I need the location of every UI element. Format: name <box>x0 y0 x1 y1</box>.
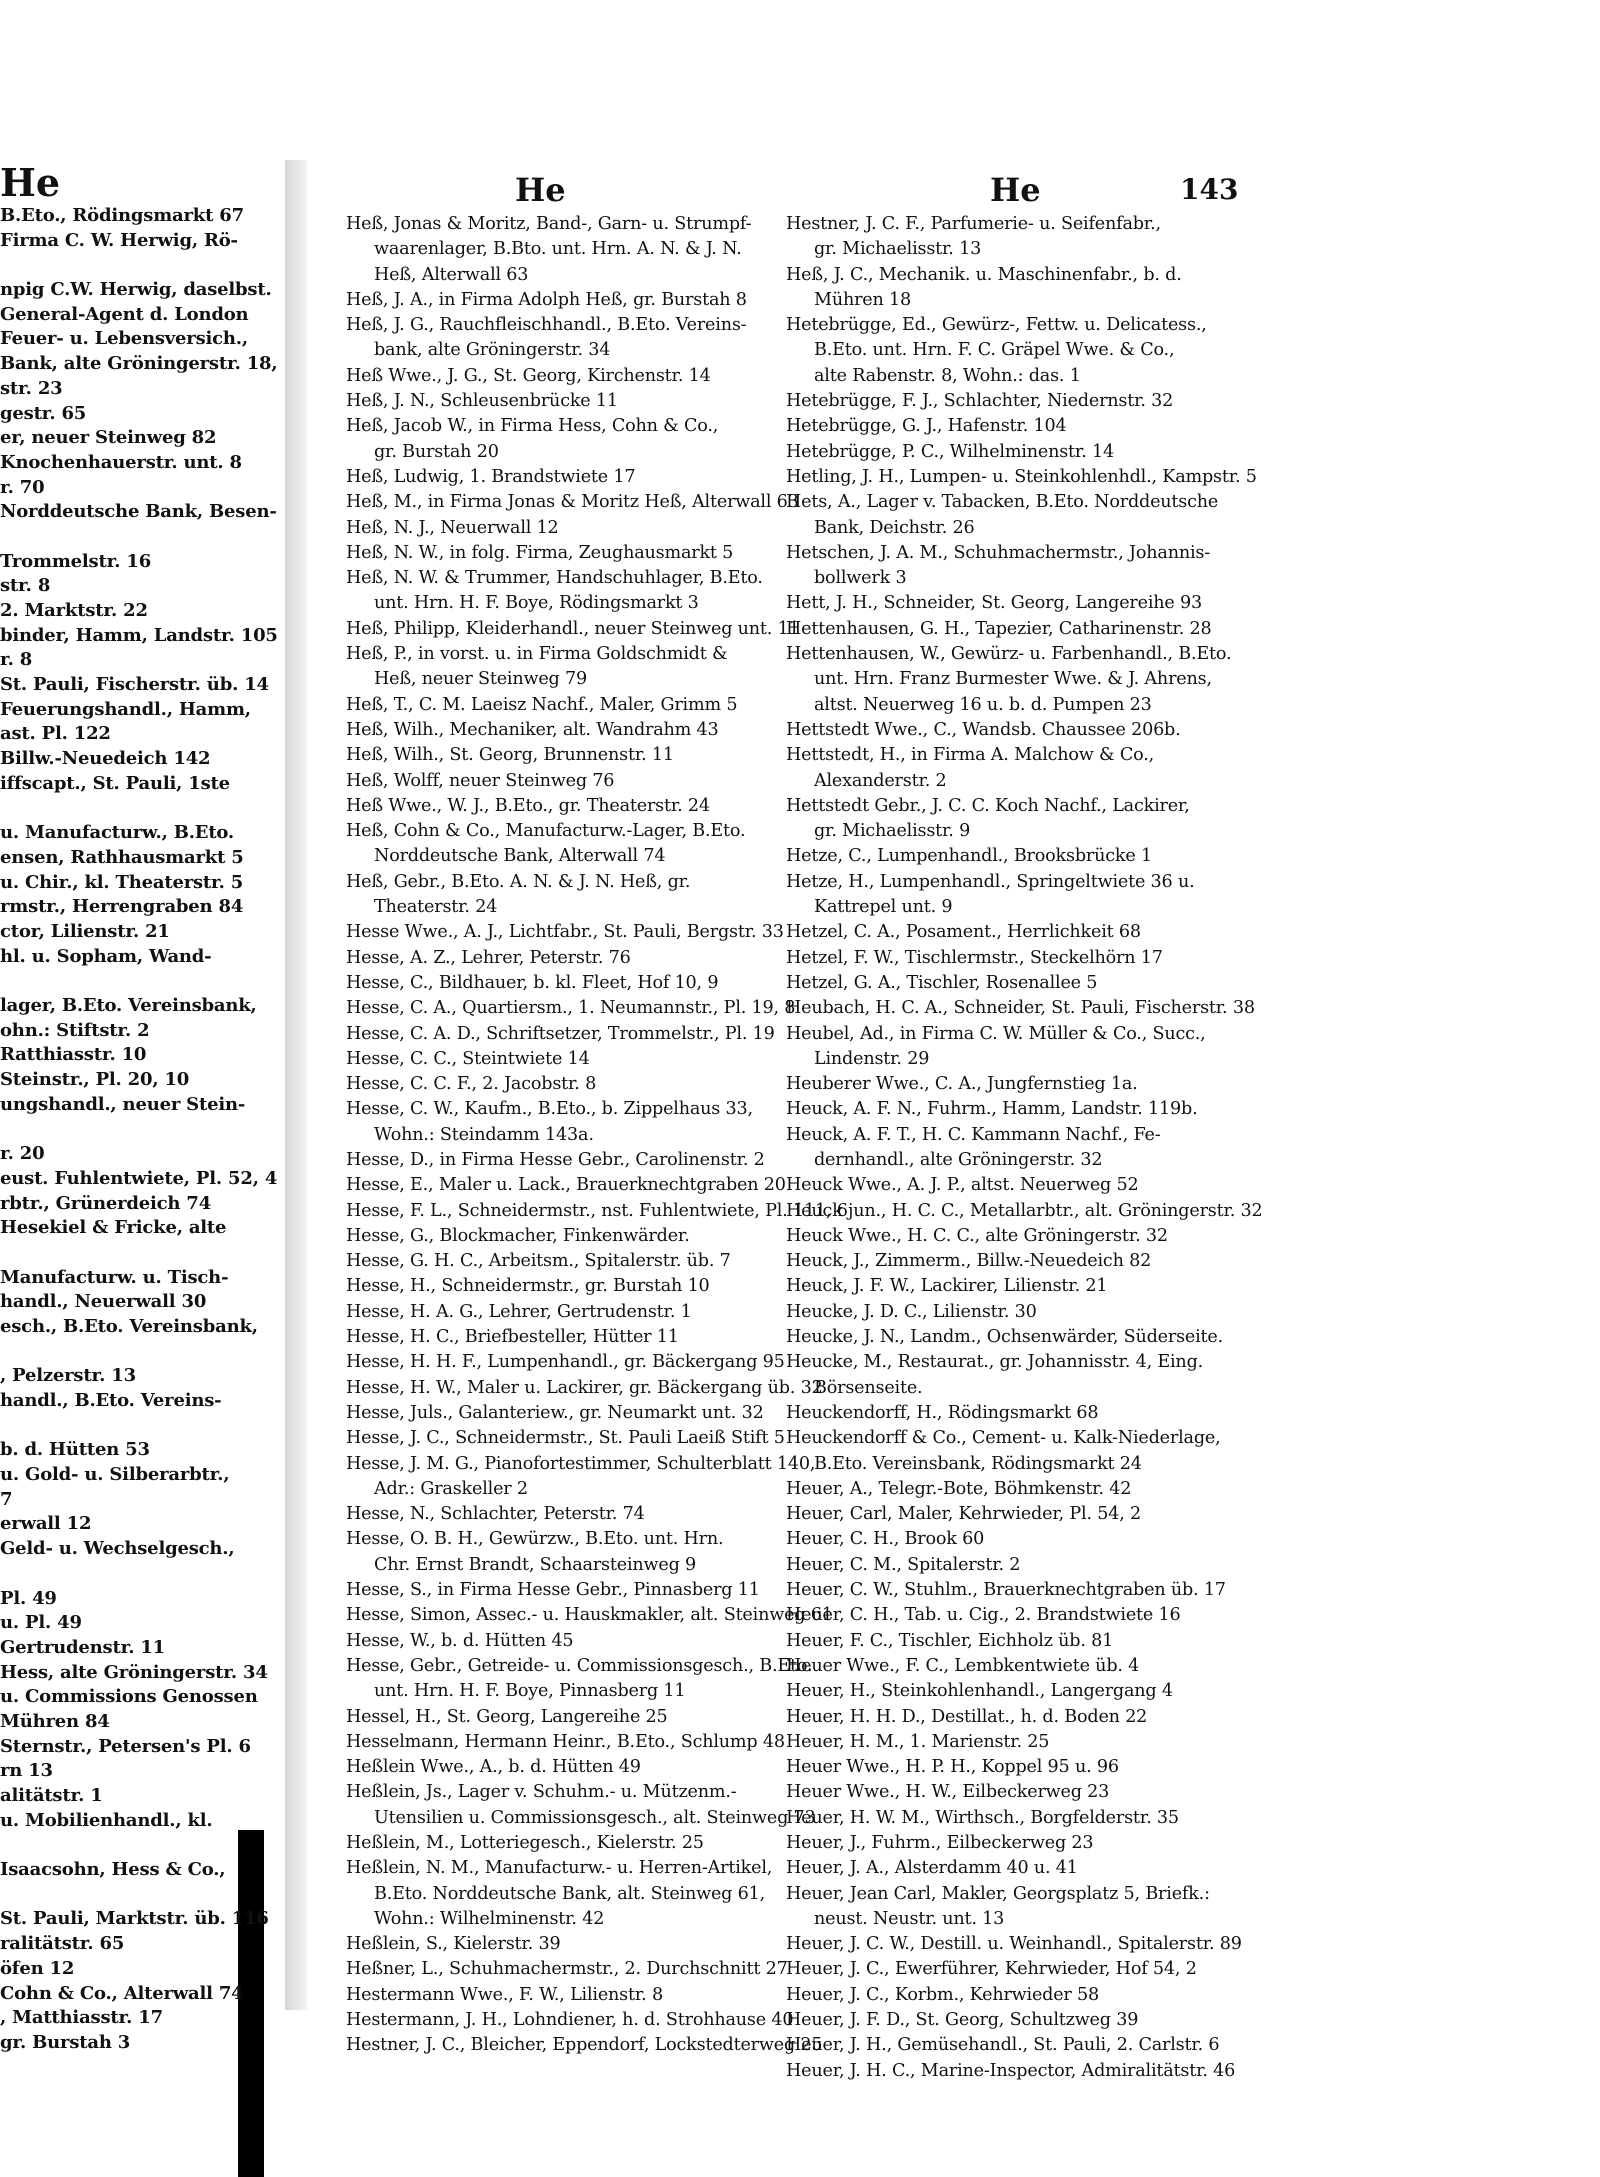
directory-entry-line: Heß, Philipp, Kleiderhandl., neuer Steinweg unt. 11 <box>346 618 800 639</box>
directory-entry-line: , Matthiasstr. 17 <box>0 2007 163 2029</box>
directory-column-right <box>786 212 1263 2084</box>
directory-entry-line: Hesse, G., Blockmacher, Finkenwärder. <box>346 1225 690 1246</box>
directory-entry-line: Hesse, O. B. H., Gewürzw., B.Eto. unt. Hrn. <box>346 1529 724 1550</box>
directory-entry-line: Heß, T., C. M. Laeisz Nachf., Maler, Grimm 5 <box>346 694 738 715</box>
directory-entry-line: Hesse, H., Schneidermstr., gr. Burstah 10 <box>346 1276 710 1297</box>
directory-entry-line: Hetzel, C. A., Posament., Herrlichkeit 68 <box>786 922 1141 943</box>
directory-entry-line: ast. Pl. 122 <box>0 723 111 745</box>
directory-entry-line: Heuck, J., Zimmerm., Billw.-Neuedeich 82 <box>786 1251 1152 1272</box>
directory-entry-line: Firma C. W. Herwig, Rö- <box>0 229 238 251</box>
directory-entry-line: gestr. 65 <box>0 402 87 424</box>
directory-entry-line: hl. u. Sopham, Wand- <box>0 945 212 967</box>
directory-entry-line <box>0 969 300 994</box>
directory-entry-line: Heucke, J. D. C., Lilienstr. 30 <box>786 1301 1037 1322</box>
directory-entry-line: Heß, J. A., in Firma Adolph Heß, gr. Burstah 8 <box>346 289 747 310</box>
directory-entry-line: Heuer, C. W., Stuhlm., Brauerknechtgraben üb. 17 <box>786 1580 1226 1601</box>
directory-entry-line: Heuer, J. A., Alsterdamm 40 u. 41 <box>786 1858 1078 1879</box>
previous-page-fragment <box>0 160 290 2053</box>
directory-entry-line: Heß, N. J., Neuerwall 12 <box>346 517 559 538</box>
directory-entry-line: Alexanderstr. 2 <box>814 770 947 791</box>
directory-entry-line: Heßlein, N. M., Manufacturw.- u. Herren-Artikel, <box>346 1858 773 1879</box>
directory-entry-line: Manufacturw. u. Tisch- <box>0 1266 229 1288</box>
directory-entry-line: r. 8 <box>0 649 33 671</box>
directory-entry-line: u. Pl. 49 <box>0 1612 82 1634</box>
directory-entry-line: Cohn & Co., Alterwall 74 <box>0 1982 244 2004</box>
directory-entry-line: u. Commissions Genossen <box>0 1686 258 1708</box>
directory-entry-line: Heß, N. W. & Trummer, Handschuhlager, B.Eto. <box>346 568 763 589</box>
directory-entry-line: str. 8 <box>0 575 51 597</box>
directory-entry-line: Heßlein, Js., Lager v. Schuhm.- u. Mützenm.- <box>346 1782 737 1803</box>
directory-entry-line: Börsenseite. <box>814 1377 923 1398</box>
directory-entry-line: Heuer, J. H., Gemüsehandl., St. Pauli, 2. Carlstr. 6 <box>786 2035 1220 2056</box>
directory-entry-line <box>0 1883 300 1908</box>
directory-entry-line: Heß, Gebr., B.Eto. A. N. & J. N. Heß, gr. <box>346 871 691 892</box>
directory-entry-line: Feuerungshandl., Hamm, <box>0 698 251 720</box>
directory-entry-line: bollwerk 3 <box>814 568 907 589</box>
directory-entry-line: Heuckendorff & Co., Cement- u. Kalk-Niederlage, <box>786 1428 1221 1449</box>
directory-entry-line: öfen 12 <box>0 1957 75 1979</box>
directory-entry-line: General-Agent d. London <box>0 303 249 325</box>
directory-entry-line: Heuer Wwe., F. C., Lembkentwiete üb. 4 <box>786 1655 1140 1676</box>
directory-entry-line: gr. Burstah 3 <box>0 2031 131 2053</box>
directory-entry-line <box>0 525 300 550</box>
directory-entry-line: rbtr., Grünerdeich 74 <box>0 1192 212 1214</box>
directory-entry-line: u. Manufacturw., B.Eto. <box>0 822 234 844</box>
directory-entry-line: Mühren 84 <box>0 1710 110 1732</box>
directory-entry-line: Theaterstr. 24 <box>374 897 498 918</box>
directory-entry-line: Heuer, J. F. D., St. Georg, Schultzweg 39 <box>786 2010 1139 2031</box>
directory-entry-line: Hetebrügge, G. J., Hafenstr. 104 <box>786 416 1067 437</box>
directory-entry-line: B.Eto. Vereinsbank, Rödingsmarkt 24 <box>814 1453 1142 1474</box>
directory-entry-line: Heß, Jonas & Moritz, Band-, Garn- u. Strumpf- <box>346 214 752 234</box>
directory-entry-line: Hess, alte Gröningerstr. 34 <box>0 1661 268 1683</box>
directory-entry-line <box>0 797 300 822</box>
directory-entry-line: Hetze, H., Lumpenhandl., Springeltwiete 36 u. <box>786 871 1195 892</box>
directory-entry-line: esch., B.Eto. Vereinsbank, <box>0 1315 258 1337</box>
directory-entry-line: Hetebrügge, F. J., Schlachter, Niedernstr. 32 <box>786 391 1174 412</box>
directory-entry-line: Hesse, C. W., Kaufm., B.Eto., b. Zippelhaus 33, <box>346 1099 753 1120</box>
directory-entry-line: Hesekiel & Fricke, alte <box>0 1217 227 1239</box>
directory-entry-line: Heuer, J., Fuhrm., Eilbeckerweg 23 <box>786 1833 1094 1853</box>
directory-entry-line: Heßlein Wwe., A., b. d. Hütten 49 <box>346 1757 641 1778</box>
directory-entry-line: Hestermann Wwe., F. W., Lilienstr. 8 <box>346 1984 663 2005</box>
directory-entry-line: Heubel, Ad., in Firma C. W. Müller & Co., Succ., <box>786 1023 1206 1044</box>
directory-entry-line: Hesse, C. A., Quartiersm., 1. Neumannstr., Pl. 19, 8 <box>346 998 796 1019</box>
directory-entry-line: Heubach, H. C. A., Schneider, St. Pauli, Fischerstr. 38 <box>786 998 1255 1019</box>
previous-page-lines <box>0 204 300 2056</box>
directory-entry-line: Heuer, Jean Carl, Makler, Georgsplatz 5, Briefk.: <box>786 1883 1210 1904</box>
directory-entry-line: r. 20 <box>0 1143 45 1165</box>
directory-entry-line: rn 13 <box>0 1760 53 1782</box>
directory-entry-line: Heuberer Wwe., C. A., Jungfernstieg 1a. <box>786 1074 1138 1095</box>
directory-entry-line: u. Gold- u. Silberarbtr., <box>0 1464 230 1486</box>
directory-entry-line: Hesse, J. C., Schneidermstr., St. Pauli Laeiß Stift 5 <box>346 1428 785 1449</box>
directory-entry-line <box>0 1562 300 1587</box>
directory-entry-line: Pl. 49 <box>0 1587 57 1609</box>
directory-entry-line: Hestner, J. C. F., Parfumerie- u. Seifenfabr., <box>786 214 1161 234</box>
directory-entry-line: ensen, Rathhausmarkt 5 <box>0 846 244 868</box>
directory-entry-line: Heuer, H. W. M., Wirthsch., Borgfelderstr. 35 <box>786 1807 1179 1828</box>
directory-entry-line: Hestermann, J. H., Lohndiener, h. d. Strohhause 40 <box>346 2010 794 2031</box>
directory-entry-line: Heuck, A. F. T., H. C. Kammann Nachf., Fe- <box>786 1124 1161 1145</box>
directory-entry-line: Hesse, E., Maler u. Lack., Brauerknechtgraben 20 <box>346 1175 786 1196</box>
directory-entry-line: Chr. Ernst Brandt, Schaarsteinweg 9 <box>374 1554 697 1575</box>
directory-entry-line: Heucke, M., Restaurat., gr. Johannisstr. 4, Eing. <box>786 1352 1204 1373</box>
directory-entry-line: unt. Hrn. Franz Burmester Wwe. & J. Ahrens, <box>814 669 1212 690</box>
directory-entry-line: Hesse, Juls., Galanteriew., gr. Neumarkt unt. 32 <box>346 1402 764 1423</box>
directory-entry-line: Geld- u. Wechselgesch., <box>0 1538 235 1560</box>
directory-entry-line: Hetze, C., Lumpenhandl., Brooksbrücke 1 <box>786 846 1152 867</box>
directory-entry-line: Hesse, N., Schlachter, Peterstr. 74 <box>346 1504 645 1525</box>
directory-entry-line: npig C.W. Herwig, daselbst. <box>0 279 272 301</box>
directory-entry-line: Heuer, C. H., Tab. u. Cig., 2. Brandstwiete 16 <box>786 1605 1181 1626</box>
directory-entry-line: 7 <box>0 1488 13 1510</box>
directory-entry-line: Heuer, J. C. W., Destill. u. Weinhandl., Spitalerstr. 89 <box>786 1934 1242 1955</box>
directory-entry-line: erwall 12 <box>0 1513 92 1535</box>
directory-entry-line: Heß, Jacob W., in Firma Hess, Cohn & Co., <box>346 416 719 437</box>
directory-entry-line: Heuck, A. F. N., Fuhrm., Hamm, Landstr. 119b. <box>786 1099 1198 1120</box>
directory-entry-line: , Pelzerstr. 13 <box>0 1365 136 1387</box>
directory-entry-line: Hett, J. H., Schneider, St. Georg, Langereihe 93 <box>786 593 1202 614</box>
directory-entry-line: Hettstedt, H., in Firma A. Malchow & Co., <box>786 745 1155 766</box>
page-header <box>340 170 1239 210</box>
directory-entry-line <box>0 253 300 278</box>
directory-entry-line: Heuck jun., H. C. C., Metallarbtr., alt. Gröningerstr. 32 <box>786 1200 1263 1221</box>
directory-entry-line: Heuer, Carl, Maler, Kehrwieder, Pl. 54, 2 <box>786 1504 1142 1525</box>
directory-entry-line: Trommelstr. 16 <box>0 550 152 572</box>
directory-entry-line: Hesse, C. A. D., Schriftsetzer, Trommelstr., Pl. 19 <box>346 1023 775 1044</box>
directory-entry-line: Hesse Wwe., A. J., Lichtfabr., St. Pauli, Bergstr. 33 <box>346 922 784 943</box>
directory-entry-line: Heß, neuer Steinweg 79 <box>374 669 587 690</box>
directory-entry-line: Hesse, W., b. d. Hütten 45 <box>346 1630 574 1651</box>
directory-entry-line: Hettenhausen, G. H., Tapezier, Catharinenstr. 28 <box>786 618 1212 639</box>
directory-entry-line: Hesse, C. C. F., 2. Jacobstr. 8 <box>346 1074 597 1095</box>
directory-entry-line: Norddeutsche Bank, Alterwall 74 <box>374 846 666 867</box>
directory-entry-line: alte Rabenstr. 8, Wohn.: das. 1 <box>814 365 1081 386</box>
directory-entry-line: er, neuer Steinweg 82 <box>0 427 217 449</box>
directory-entry-line: Heß, Wilh., St. Georg, Brunnenstr. 11 <box>346 745 674 766</box>
directory-entry-line: B.Eto. Norddeutsche Bank, alt. Steinweg 61, <box>374 1883 766 1904</box>
directory-entry-line: Heuer, H. H. D., Destillat., h. d. Boden 22 <box>786 1706 1148 1727</box>
directory-entry-line: dernhandl., alte Gröningerstr. 32 <box>814 1149 1103 1170</box>
directory-entry-line: Knochenhauerstr. unt. 8 <box>0 451 242 473</box>
directory-entry-line: altst. Neuerweg 16 u. b. d. Pumpen 23 <box>814 694 1152 715</box>
directory-entry-line: Heß Wwe., J. G., St. Georg, Kirchenstr. 14 <box>346 365 711 386</box>
directory-entry-line: lager, B.Eto. Vereinsbank, <box>0 995 257 1016</box>
directory-entry-line: gr. Michaelisstr. 9 <box>814 821 971 842</box>
directory-entry-line: Wohn.: Wilhelminenstr. 42 <box>374 1908 605 1929</box>
directory-entry-line: alitätstr. 1 <box>0 1785 103 1806</box>
directory-entry-line: bank, alte Gröningerstr. 34 <box>374 340 611 361</box>
directory-entry-line: Heß Wwe., W. J., B.Eto., gr. Theaterstr. 24 <box>346 795 710 816</box>
directory-entry-line: Bank, Deichstr. 26 <box>814 517 975 538</box>
directory-entry-line: Heß, N. W., in folg. Firma, Zeughausmarkt 5 <box>346 542 734 563</box>
directory-entry-line: Heß, M., in Firma Jonas & Moritz Heß, Alterwall 63 <box>346 492 799 513</box>
directory-entry-line: Bank, alte Gröningerstr. 18, <box>0 353 278 375</box>
directory-entry-line: Heuck, J. F. W., Lackirer, Lilienstr. 21 <box>786 1276 1108 1297</box>
directory-entry-line: Heuer, J. C., Ewerführer, Kehrwieder, Hof 54, 2 <box>786 1959 1197 1980</box>
directory-entry-line <box>0 1340 300 1365</box>
directory-entry-line: Sternstr., Petersen's Pl. 6 <box>0 1735 251 1757</box>
directory-entry-line: Steinstr., Pl. 20, 10 <box>0 1069 190 1091</box>
directory-entry-line: Ratthiasstr. 10 <box>0 1044 147 1066</box>
directory-entry-line: Heuck Wwe., A. J. P., altst. Neuerweg 52 <box>786 1175 1139 1196</box>
directory-entry-line: Hesse, G. H. C., Arbeitsm., Spitalerstr. üb. 7 <box>346 1251 731 1272</box>
directory-entry-line: Billw.-Neuedeich 142 <box>0 748 211 770</box>
directory-entry-line: Hesse, H. H. F., Lumpenhandl., gr. Bäckergang 95 <box>346 1352 785 1373</box>
directory-entry-line: Heuck Wwe., H. C. C., alte Gröningerstr. 32 <box>786 1225 1168 1246</box>
directory-entry-line: u. Mobilienhandl., kl. <box>0 1809 213 1831</box>
directory-entry-line: Hesse, H. C., Briefbesteller, Hütter 11 <box>346 1327 679 1348</box>
directory-entry-line: Utensilien u. Commissionsgesch., alt. Steinweg 73 <box>374 1807 816 1828</box>
directory-entry-line: Hesse, J. M. G., Pianofortestimmer, Schulterblatt 140, <box>346 1453 816 1474</box>
directory-entry-line: Hesse, S., in Firma Hesse Gebr., Pinnasberg 11 <box>346 1580 760 1601</box>
directory-entry-line: Heuer, A., Telegr.-Bote, Böhmkenstr. 42 <box>786 1478 1132 1499</box>
directory-entry-line: ungshandl., neuer Stein- <box>0 1093 246 1115</box>
directory-entry-line: neust. Neustr. unt. 13 <box>814 1908 1005 1929</box>
directory-entry-line: Heß, Alterwall 63 <box>374 264 529 285</box>
directory-entry-line: iffscapt., St. Pauli, 1ste <box>0 772 230 794</box>
directory-entry-line: ralitätstr. 65 <box>0 1933 125 1955</box>
directory-entry-line: Wohn.: Steindamm 143a. <box>374 1124 594 1145</box>
directory-entry-line: Hessel, H., St. Georg, Langereihe 25 <box>346 1706 668 1727</box>
directory-entry-line: Adr.: Graskeller 2 <box>374 1478 528 1499</box>
directory-entry-line: Hets, A., Lager v. Tabacken, B.Eto. Norddeutsche <box>786 492 1219 513</box>
directory-entry-line: Mühren 18 <box>814 289 912 310</box>
directory-entry-line <box>0 1241 300 1266</box>
directory-entry-line: Heuer Wwe., H. W., Eilbeckerweg 23 <box>786 1782 1110 1803</box>
directory-entry-line: gr. Michaelisstr. 13 <box>814 239 982 260</box>
directory-entry-line: Heß, Wilh., Mechaniker, alt. Wandrahm 43 <box>346 719 719 740</box>
directory-entry-line: Hesse, F. L., Schneidermstr., nst. Fuhlentwiete, Pl. 111, 6 <box>346 1200 848 1221</box>
header-right-label: He <box>990 171 1041 209</box>
directory-entry-line: St. Pauli, Fischerstr. üb. 14 <box>0 674 269 696</box>
directory-entry-line: Feuer- u. Lebensversich., <box>0 328 248 350</box>
directory-entry-line: Hetebrügge, P. C., Wilhelminenstr. 14 <box>786 441 1114 462</box>
directory-entry-line: ctor, Lilienstr. 21 <box>0 920 170 942</box>
directory-entry-line: Heßlein, M., Lotteriegesch., Kielerstr. 25 <box>346 1833 704 1853</box>
directory-entry-line: Kattrepel unt. 9 <box>814 897 953 918</box>
directory-entry-line: 2. Marktstr. 22 <box>0 600 148 621</box>
directory-entry-line: Hesselmann, Hermann Heinr., B.Eto., Schlump 48 <box>346 1731 785 1752</box>
directory-entry-line: Heßlein, S., Kielerstr. 39 <box>346 1934 561 1955</box>
directory-entry-line: Hettstedt Wwe., C., Wandsb. Chaussee 206b. <box>786 719 1181 740</box>
directory-entry-line: Heuer, C. M., Spitalerstr. 2 <box>786 1554 1021 1575</box>
directory-entry-line: Heuer, J. H. C., Marine-Inspector, Admiralitätstr. 46 <box>786 2060 1236 2081</box>
directory-entry-line: Hesse, C., Bildhauer, b. kl. Fleet, Hof 10, 9 <box>346 972 719 993</box>
directory-entry-line: unt. Hrn. H. F. Boye, Pinnasberg 11 <box>374 1681 686 1702</box>
directory-entry-line: ohn.: Stiftstr. 2 <box>0 1019 150 1041</box>
page-number: 143 <box>1180 173 1239 206</box>
directory-entry-line: Heuer Wwe., H. P. H., Koppel 95 u. 96 <box>786 1757 1119 1778</box>
directory-entry-line: handl., Neuerwall 30 <box>0 1291 207 1313</box>
directory-entry-line: str. 23 <box>0 377 63 399</box>
directory-entry-line: B.Eto., Rödingsmarkt 67 <box>0 205 244 226</box>
directory-entry-line: Heßner, L., Schuhmachermstr., 2. Durchschnitt 27 <box>346 1959 788 1980</box>
directory-entry-line: St. Pauli, Marktstr. üb. 116 <box>0 1908 269 1930</box>
directory-entry-line: Heß, Wolff, neuer Steinweg 76 <box>346 770 615 791</box>
directory-column-left <box>346 212 848 2059</box>
directory-entry-line: Hesse, D., in Firma Hesse Gebr., Carolinenstr. 2 <box>346 1149 765 1170</box>
directory-entry-line: waarenlager, B.Bto. unt. Hrn. A. N. & J. N. <box>374 239 742 260</box>
directory-entry-line: Hesse, H. A. G., Lehrer, Gertrudenstr. 1 <box>346 1301 692 1322</box>
directory-entry-line: Heß, Ludwig, 1. Brandstwiete 17 <box>346 466 636 487</box>
directory-entry-line: unt. Hrn. H. F. Boye, Rödingsmarkt 3 <box>374 593 699 614</box>
directory-entry-line: Hesse, C. C., Steintwiete 14 <box>346 1048 590 1069</box>
directory-entry-line: binder, Hamm, Landstr. 105 <box>0 624 278 646</box>
directory-entry-line: Heß, J. N., Schleusenbrücke 11 <box>346 391 618 412</box>
directory-entry-line: Hetzel, G. A., Tischler, Rosenallee 5 <box>786 972 1098 993</box>
directory-entry-line: Hetzel, F. W., Tischlermstr., Steckelhörn 17 <box>786 947 1163 968</box>
directory-entry-line: Hetebrügge, Ed., Gewürz-, Fettw. u. Delicatess., <box>786 315 1207 336</box>
directory-entry-line: rmstr., Herrengraben 84 <box>0 896 244 918</box>
directory-entry-line: Heß, J. C., Mechanik. u. Maschinenfabr., b. d. <box>786 264 1182 285</box>
directory-entry-line: Gertrudenstr. 11 <box>0 1636 165 1658</box>
directory-entry-line <box>0 1414 300 1439</box>
header-left-label: He <box>515 171 566 209</box>
directory-entry-line: Hesse, Simon, Assec.- u. Hauskmakler, alt. Steinweg 61 <box>346 1605 833 1626</box>
directory-entry-line: handl., B.Eto. Vereins- <box>0 1390 222 1411</box>
directory-entry-line: Heuer, F. C., Tischler, Eichholz üb. 81 <box>786 1630 1114 1651</box>
directory-entry-line: Heuer, C. H., Brook 60 <box>786 1529 985 1550</box>
directory-entry-line: Heuer, H., Steinkohlenhandl., Langergang 4 <box>786 1681 1173 1702</box>
directory-entry-line: r. 70 <box>0 476 45 498</box>
directory-entry-line: Isaacsohn, Hess & Co., <box>0 1859 226 1881</box>
directory-entry-line <box>0 1833 300 1858</box>
directory-entry-line: Heß, J. G., Rauchfleischhandl., B.Eto. Vereins- <box>346 315 747 336</box>
directory-entry-line: Norddeutsche Bank, Besen- <box>0 501 277 523</box>
directory-entry-line <box>0 1117 300 1142</box>
directory-entry-line: Hetschen, J. A. M., Schuhmachermstr., Johannis- <box>786 542 1210 563</box>
directory-entry-line: Heucke, J. N., Landm., Ochsenwärder, Süderseite. <box>786 1327 1224 1348</box>
directory-entry-line: eust. Fuhlentwiete, Pl. 52, 4 <box>0 1167 278 1189</box>
directory-entry-line: Heß, Cohn & Co., Manufacturw.-Lager, B.Eto. <box>346 821 746 842</box>
directory-entry-line: Heuer, H. M., 1. Marienstr. 25 <box>786 1731 1050 1752</box>
directory-entry-line: u. Chir., kl. Theaterstr. 5 <box>0 871 244 893</box>
directory-entry-line: Lindenstr. 29 <box>814 1048 930 1069</box>
directory-entry-line: Hesse, H. W., Maler u. Lackirer, gr. Bäckergang üb. 32 <box>346 1377 823 1398</box>
directory-entry-line: b. d. Hütten 53 <box>0 1439 150 1461</box>
directory-entry-line: Hetling, J. H., Lumpen- u. Steinkohlenhdl., Kampstr. 5 <box>786 466 1257 487</box>
directory-entry-line: Heuer, J. C., Korbm., Kehrwieder 58 <box>786 1984 1100 2005</box>
directory-entry-line: gr. Burstah 20 <box>374 441 499 462</box>
directory-entry-line: Hesse, Gebr., Getreide- u. Commissionsgesch., B.Eto. <box>346 1655 813 1676</box>
directory-entry-line: Hettenhausen, W., Gewürz- u. Farbenhandl., B.Eto. <box>786 644 1232 665</box>
directory-entry-line: Hettstedt Gebr., J. C. C. Koch Nachf., Lackirer, <box>786 795 1190 816</box>
directory-entry-line: Hestner, J. C., Bleicher, Eppendorf, Lockstedterweg 25 <box>346 2035 823 2056</box>
directory-entry-line: Heß, P., in vorst. u. in Firma Goldschmidt & <box>346 644 728 665</box>
directory-entry-line: B.Eto. unt. Hrn. F. C. Gräpel Wwe. & Co., <box>814 340 1175 361</box>
previous-page-header: He <box>0 160 61 205</box>
directory-entry-line: Hesse, A. Z., Lehrer, Peterstr. 76 <box>346 947 631 968</box>
directory-entry-line: Heuckendorff, H., Rödingsmarkt 68 <box>786 1402 1099 1423</box>
